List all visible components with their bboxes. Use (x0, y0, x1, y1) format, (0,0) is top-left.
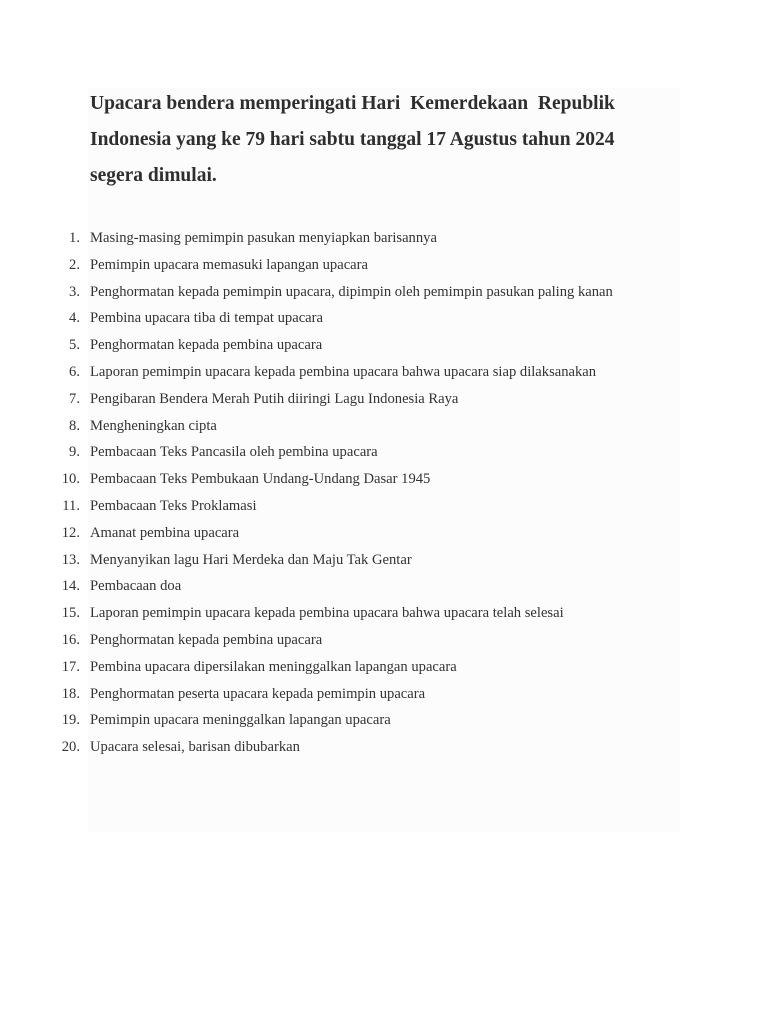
list-item-text: Pembacaan Teks Proklamasi (90, 497, 257, 514)
list-item-text: Penghormatan kepada pembina upacara (90, 337, 323, 354)
list-item-number: 17. (61, 658, 80, 675)
list-item-text: Pembina upacara dipersilakan meninggalkan lapangan upacara (90, 658, 457, 675)
list-item-number: 8. (69, 417, 80, 434)
list-item-number: 2. (69, 256, 80, 273)
list-item-text: Pembacaan doa (90, 578, 182, 595)
list-item-number: 16. (61, 631, 80, 648)
list-item-text: Amanat pembina upacara (90, 524, 240, 541)
list-item-text: Menyanyikan lagu Hari Merdeka dan Maju Tak Gentar (90, 551, 412, 568)
list-item-text: Pembina upacara tiba di tempat upacara (90, 310, 323, 327)
list-item-number: 13. (61, 551, 80, 568)
document-heading (90, 86, 670, 194)
list-item-text: Upacara selesai, barisan dibubarkan (90, 739, 300, 756)
list-item-text: Laporan pemimpin upacara kepada pembina upacara bahwa upacara telah selesai (90, 605, 564, 622)
list-item-text: Mengheningkan cipta (90, 417, 217, 434)
list-item-text: Pembacaan Teks Pancasila oleh pembina upacara (90, 444, 378, 461)
list-item-number: 3. (69, 283, 80, 300)
list-item-number: 18. (61, 685, 80, 702)
list-item-text: Pemimpin upacara meninggalkan lapangan upacara (90, 712, 391, 729)
list-item-number: 12. (61, 524, 80, 541)
list-item-number: 15. (61, 605, 80, 622)
heading-line-2: Indonesia yang ke 79 hari sabtu tanggal 17 Agustus tahun 2024 (90, 129, 615, 150)
list-item-number: 1. (69, 230, 80, 246)
list-item-text: Penghormatan kepada pemimpin upacara, dipimpin oleh pemimpin pasukan paling kanan (90, 283, 613, 300)
list-item-number: 4. (69, 310, 80, 327)
list-item-text: Pembacaan Teks Pembukaan Undang-Undang Dasar 1945 (90, 471, 431, 488)
list-item-number: 20. (61, 739, 80, 756)
list-item-number: 11. (62, 497, 80, 514)
list-item-number: 9. (69, 444, 80, 461)
list-item-text: Penghormatan peserta upacara kepada pemimpin upacara (90, 685, 426, 702)
list-item-text: Laporan pemimpin upacara kepada pembina upacara bahwa upacara siap dilaksanakan (90, 363, 597, 380)
list-item-text: Penghormatan kepada pembina upacara (90, 631, 323, 648)
list-item-text: Masing-masing pemimpin pasukan menyiapkan barisannya (90, 230, 437, 246)
list-item-number: 6. (69, 363, 80, 380)
heading-line-1: Upacara bendera memperingati Hari Kemerdekaan Republik (90, 93, 615, 114)
list-item-text: Pengibaran Bendera Merah Putih diiringi Lagu Indonesia Raya (90, 390, 459, 407)
list-item-text: Pemimpin upacara memasuki lapangan upacara (90, 256, 368, 273)
list-item-number: 19. (61, 712, 80, 729)
list-item-number: 10. (61, 471, 80, 488)
list-item-number: 14. (61, 578, 80, 595)
list-item-number: 5. (69, 337, 80, 354)
list-item-number: 7. (69, 390, 80, 407)
heading-line-3: segera dimulai. (90, 165, 217, 186)
